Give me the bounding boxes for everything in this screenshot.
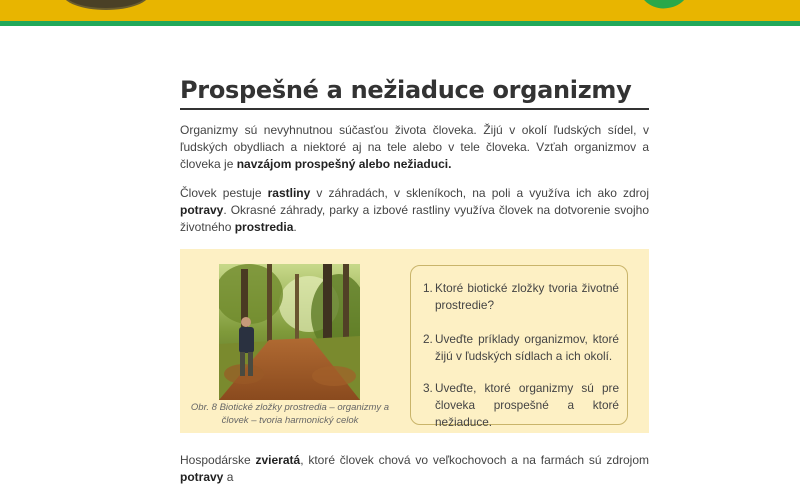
plants-text-4: . [293,220,297,234]
questions-box [410,265,628,429]
article-content [180,74,650,234]
question-text: Ktoré biotické zložky tvoria životné prostredie? [435,281,619,312]
plants-text-1: Človek pestuje [180,186,268,200]
intro-paragraph [180,122,649,173]
animals-text-1: Hospodárske [180,453,256,467]
intro-bold: navzájom prospešný alebo nežiaduci. [236,157,452,171]
intro-text: Organizmy sú nevyhnutnou súčasťou života človeka. Žijú v okolí ľudských sídel, v ľudských obydliach a niektoré aj na tele alebo v tele človeka. Vzťah organizmov a človeka je [180,123,649,171]
animals-paragraph [180,452,649,486]
plants-text-3: . Okrasné záhrady, parky a izbové rastliny využíva človek na dotvorenie svojho životného [180,203,649,234]
question-item [423,331,619,365]
plants-paragraph [180,185,649,236]
question-item [423,280,619,314]
plants-bold-3: prostredia [234,220,294,234]
question-number: 1. [423,281,433,295]
animals-text-3: a [223,470,234,484]
plants-bold-2: potravy [180,203,224,217]
site-header [0,0,800,21]
forest-path-photo [219,264,360,400]
question-number: 3. [423,381,433,395]
figure-question-box [180,249,649,433]
question-text: Uveďte, ktoré organizmy sú pre človeka prospešné a ktoré nežiaduce. [435,381,619,429]
page-title: Prospešné a nežiaduce organizmy [180,74,649,110]
question-number: 2. [423,332,433,346]
question-item [423,380,619,431]
animals-bold-2: potravy [180,470,224,484]
forest-photo-illustration [219,264,360,400]
header-logo-left[interactable] [62,0,150,10]
header-divider [0,21,800,26]
plants-bold-1: rastliny [267,186,311,200]
figure-caption: Obr. 8 Biotické zložky prostredia – organizmy a človek – tvoria harmonický celok [190,402,390,426]
animals-bold-1: zvieratá [255,453,301,467]
plants-text-2: v záhradách, v skleníkoch, na poli a využíva ich ako zdroj [310,186,650,200]
question-text: Uveďte príklady organizmov, ktoré žijú v ľudských sídlach a ich okolí. [435,332,619,363]
animals-text-2: , ktoré človek chová vo veľkochovoch a na farmách sú zdrojom [300,453,650,467]
header-decoration-right [638,0,696,13]
